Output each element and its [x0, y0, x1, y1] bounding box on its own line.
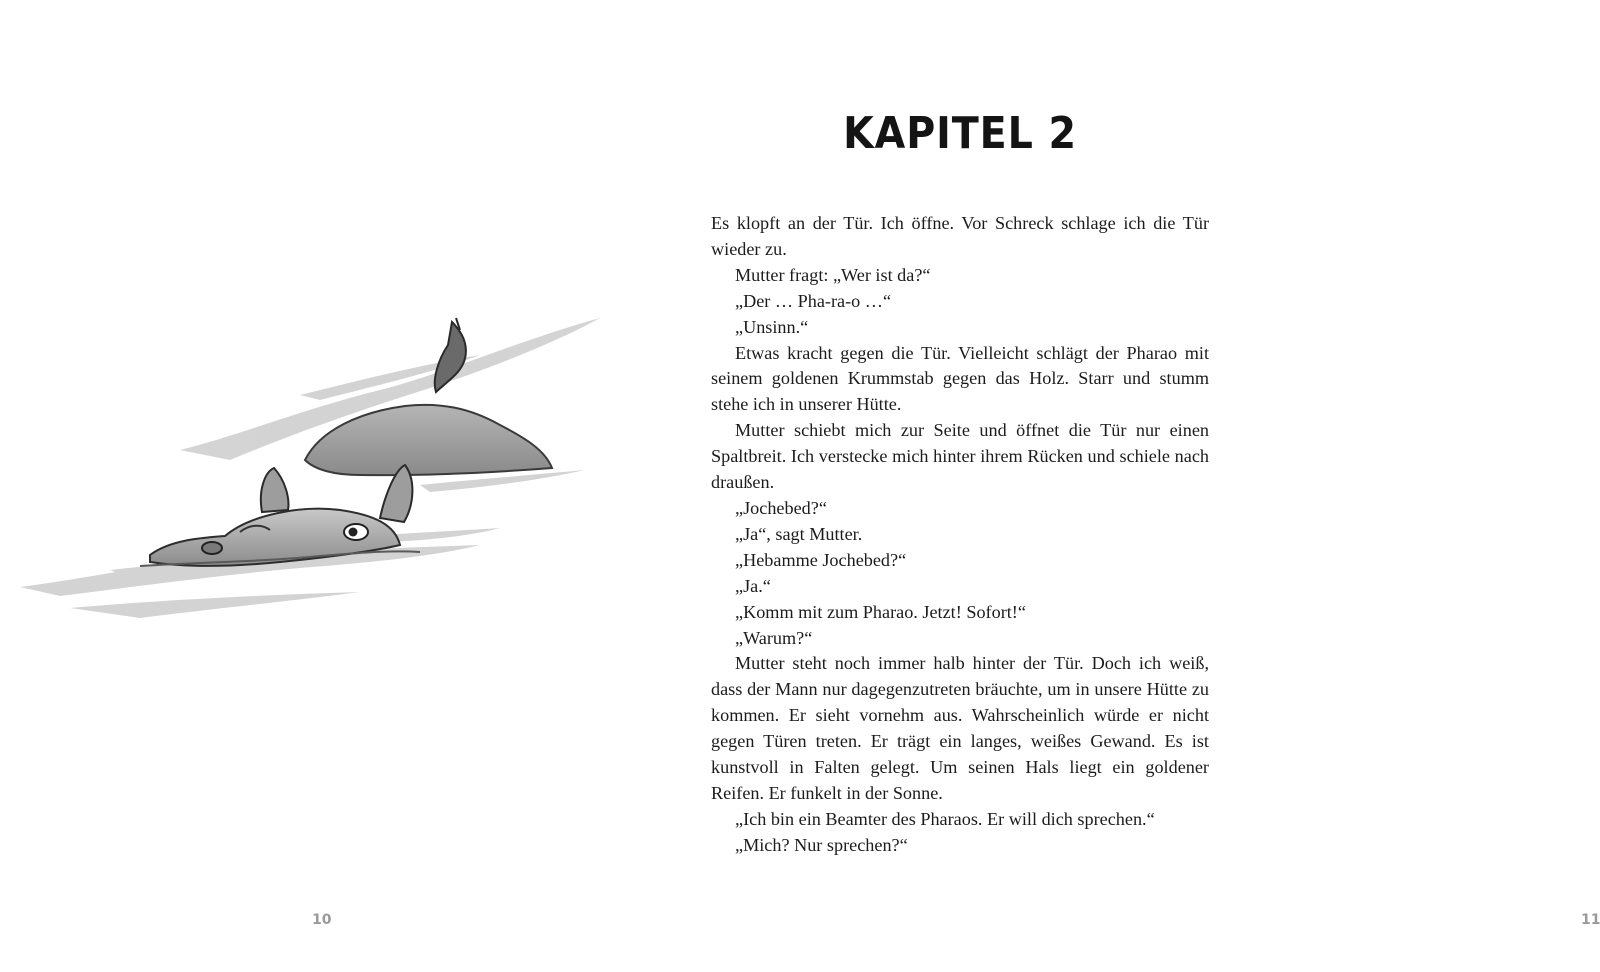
chapter-body	[711, 211, 1209, 859]
paragraph: „Hebamme Jochebed?“	[735, 549, 907, 570]
paragraph: „Ja.“	[735, 575, 771, 596]
right-page	[640, 0, 1600, 972]
paragraph: „Komm mit zum Pharao. Jetzt! Sofort!“	[735, 601, 1026, 622]
paragraph: „Unsinn.“	[735, 316, 809, 337]
page-number-right: 11	[1581, 912, 1600, 928]
paragraph: „Ich bin ein Beamter des Pharaos. Er will dich sprechen.“	[735, 808, 1155, 829]
paragraph: Mutter fragt: „Wer ist da?“	[735, 264, 931, 285]
paragraph: „Der … Pha-ra-o …“	[735, 290, 892, 311]
paragraph: Es klopft an der Tür. Ich öffne. Vor Schreck schlage ich die Tür wieder zu.	[711, 213, 1209, 259]
hippo-in-water-icon	[0, 300, 640, 640]
left-page	[0, 0, 640, 972]
paragraph: „Jochebed?“	[735, 497, 827, 518]
paragraph: „Warum?“	[735, 627, 813, 648]
paragraph: Mutter schiebt mich zur Seite und öffnet die Tür nur einen Spaltbreit. Ich verstecke mich hinter ihrem Rücken und schiele nach draußen.	[711, 420, 1209, 493]
chapter-title: KAPITEL 2	[843, 108, 1077, 159]
paragraph: „Ja“, sagt Mutter.	[735, 523, 863, 544]
paragraph: „Mich? Nur sprechen?“	[735, 834, 908, 855]
page-number-left: 10	[312, 912, 332, 928]
paragraph: Etwas kracht gegen die Tür. Vielleicht schlägt der Pharao mit seinem goldenen Krummstab gegen das Holz. Starr und stumm stehe ich in unserer Hütte.	[711, 342, 1209, 415]
paragraph: Mutter steht noch immer halb hinter der Tür. Doch ich weiß, dass der Mann nur dagegenzutreten bräuchte, um in unsere Hütte zu kommen. Er sieht vornehm aus. Wahrscheinlich würde er nicht gegen Türen treten. Er trägt ein langes, weißes Gewand. Es ist kunstvoll in Falten gelegt. Um seinen Hals liegt ein goldener Reifen. Er funkelt in der Sonne.	[711, 653, 1209, 803]
